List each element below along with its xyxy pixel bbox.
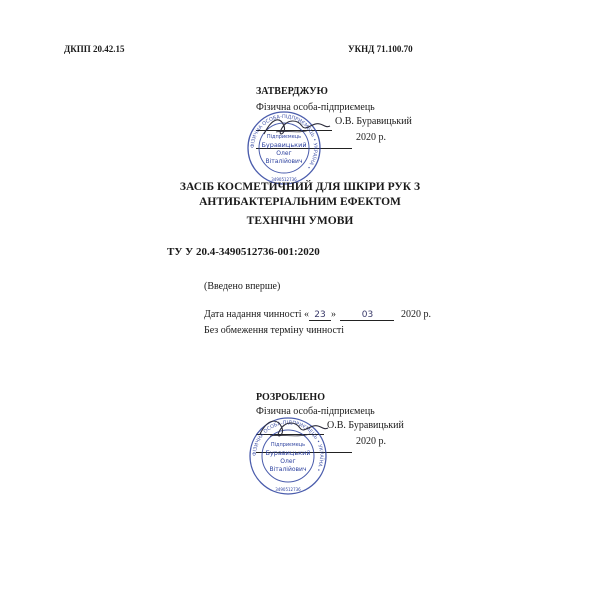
approve-position: Фізична особа-підприємець: [256, 102, 375, 113]
doc-code: ТУ У 20.4-3490512736-001:2020: [167, 246, 320, 258]
approve-heading: ЗАТВЕРДЖУЮ: [256, 86, 328, 97]
validity-day-field: [309, 309, 331, 321]
approve-stamp-top: Підприємець: [266, 134, 302, 140]
dkpp-code: ДКПП 20.42.15: [64, 44, 125, 54]
doc-title-line2: АНТИБАКТЕРІАЛЬНИМ ЕФЕКТОМ: [199, 196, 401, 208]
doc-title-line1: ЗАСІБ КОСМЕТИЧНИЙ ДЛЯ ШКІРИ РУК З: [179, 181, 421, 193]
developed-heading: РОЗРОБЛЕНО: [256, 392, 325, 403]
validity-label: Дата надання чинності «: [204, 309, 309, 320]
validity-year: 2020 р.: [400, 309, 431, 320]
validity-no-limit: Без обмеження терміну чинності: [204, 325, 345, 336]
doc-introduced: (Введено вперше): [204, 281, 281, 292]
validity-month: 03: [361, 310, 374, 320]
approve-stamp-line2: Олег: [276, 150, 292, 157]
developed-stamp-ring-text: ФІЗИЧНА ОСОБА-ПІДПРИЄМЕЦЬ • УКРАЇНА •: [251, 419, 325, 473]
developed-stamp-line1: Буравицький: [265, 449, 311, 457]
approve-name: О.В. Буравицький: [335, 116, 412, 127]
developed-stamp-code: 3490512736: [275, 487, 301, 492]
developed-stamp-line3: Віталійович: [269, 466, 307, 473]
approve-stamp-ring-text: ФІЗИЧНА ОСОБА-ПІДПРИЄМЕЦЬ • УКРАЇНА •: [249, 113, 319, 171]
doc-subtitle: ТЕХНІЧНІ УМОВИ: [246, 215, 354, 227]
approve-year: 2020 р.: [356, 132, 386, 143]
approve-stamp-line1: Буравицький: [261, 141, 307, 149]
approve-stamp-code: 3490512736: [271, 177, 297, 182]
developed-stamp-line2: Олег: [280, 458, 296, 465]
developed-name: О.В. Буравицький: [327, 420, 404, 431]
developed-signature: [258, 414, 330, 444]
validity-day: 23: [314, 310, 326, 320]
signature-icon: [258, 414, 330, 444]
validity-month-field: [340, 309, 394, 321]
approve-stamp-line3: Віталійович: [265, 158, 303, 165]
uknd-code: УКНД 71.100.70: [348, 44, 413, 54]
developed-year: 2020 р.: [356, 436, 386, 447]
signature-icon: [262, 112, 332, 142]
approve-signature: [262, 112, 332, 142]
developed-stamp-top: Підприємець: [270, 442, 306, 448]
validity-date: [204, 309, 431, 321]
validity-close: »: [330, 309, 336, 320]
developed-position: Фізична особа-підприємець: [256, 406, 375, 417]
